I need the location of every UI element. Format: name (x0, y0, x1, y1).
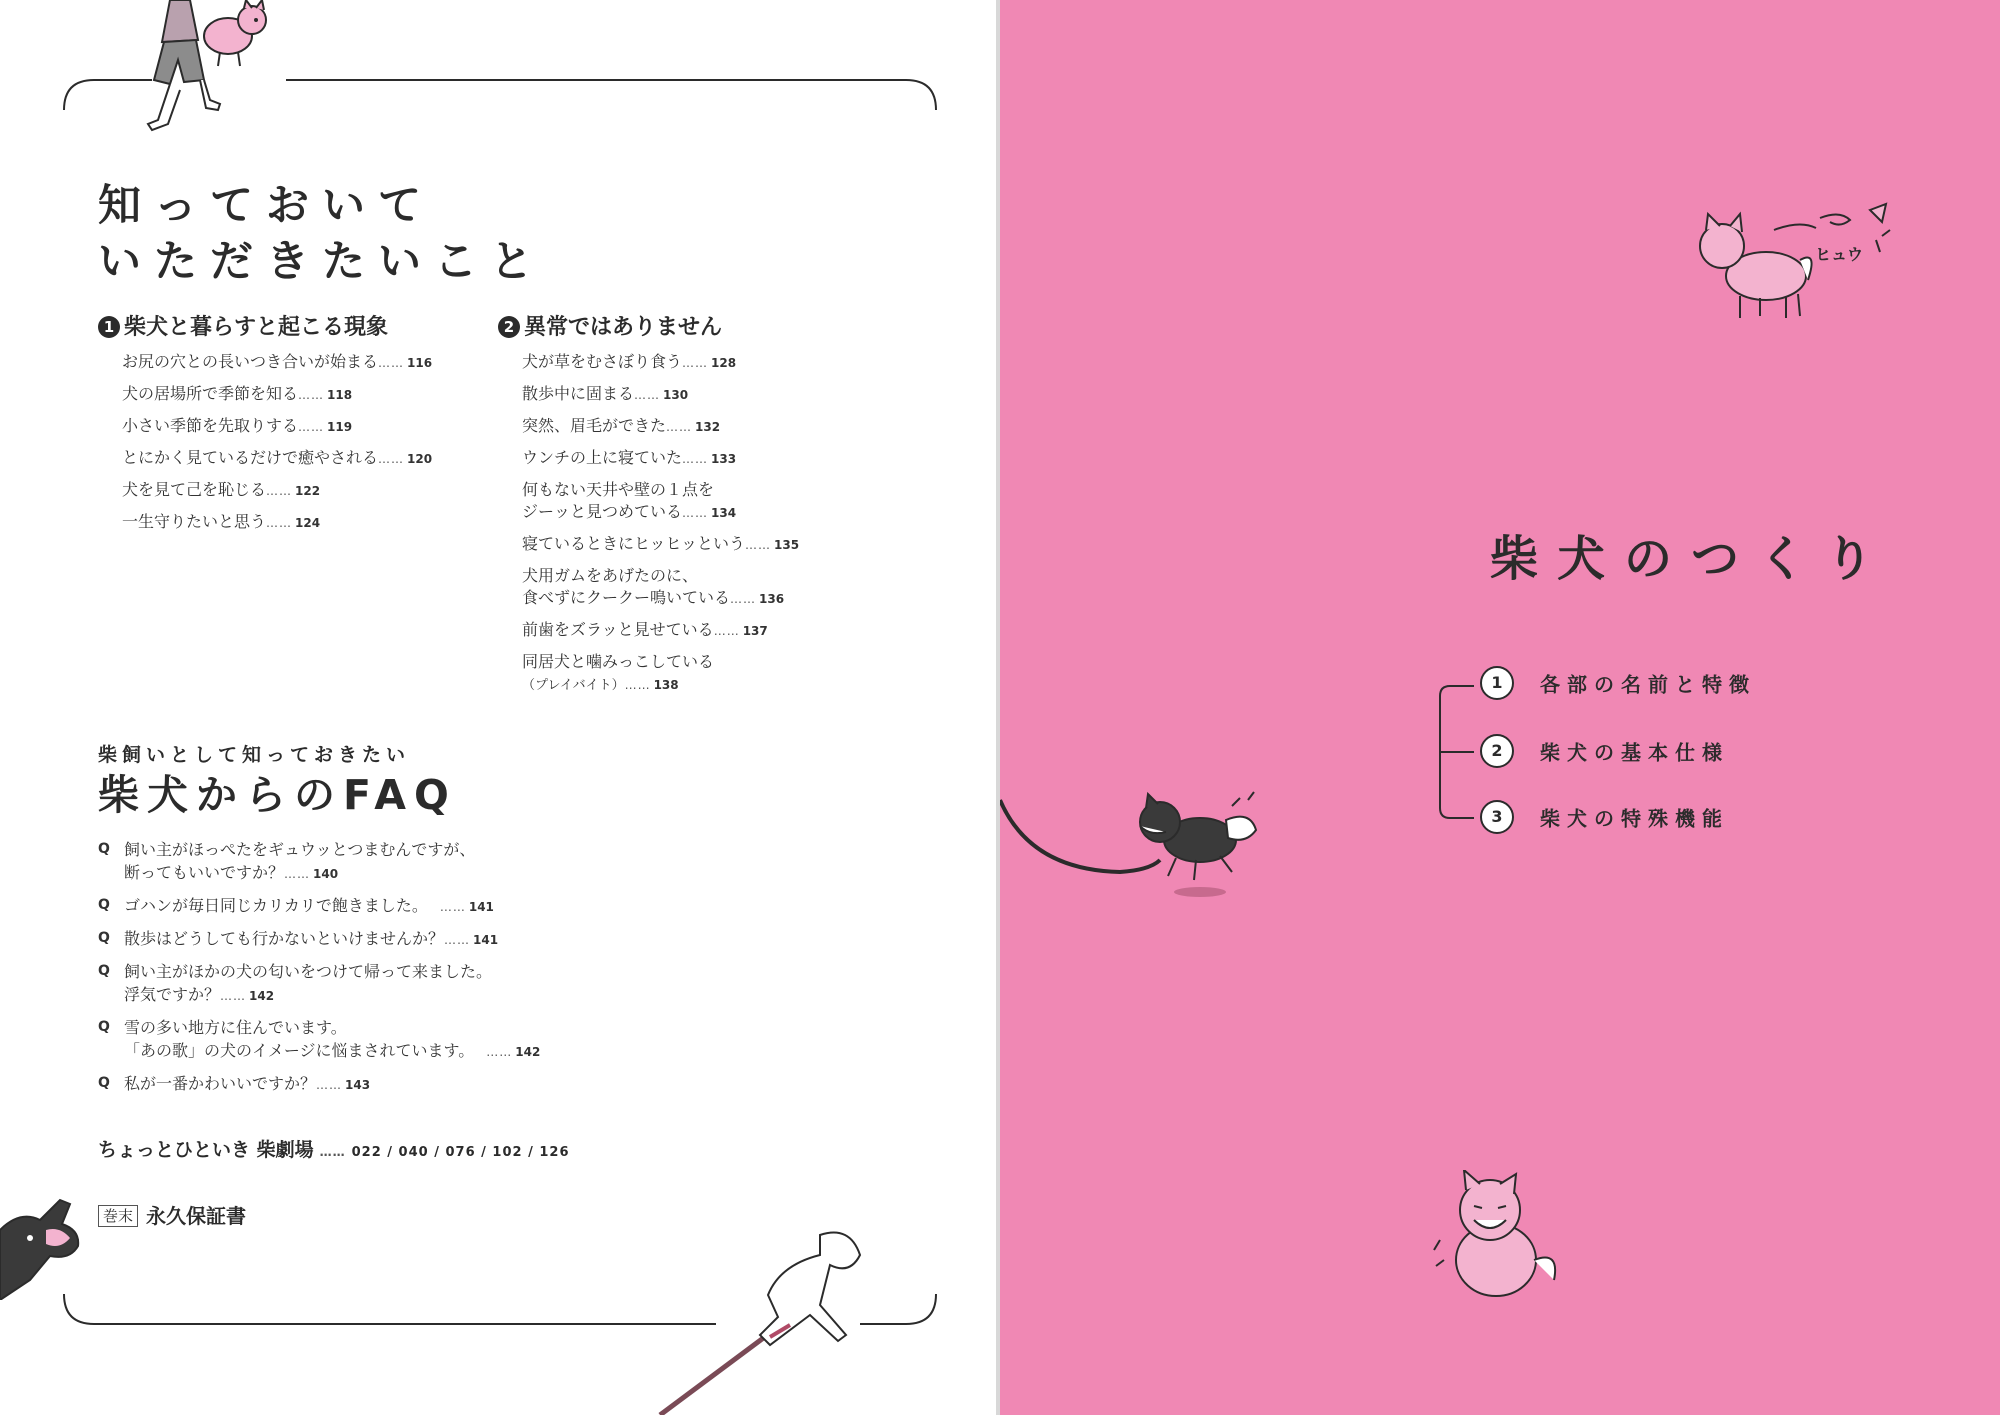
toc-item-text-line-2: （プレイバイト） (522, 678, 625, 693)
q-mark: Q (98, 963, 110, 979)
page-number: 137 (742, 624, 768, 638)
section-1-title: 柴犬と暮らすと起こる現象 (124, 315, 389, 340)
toc-item-text: 犬を見て己を恥じる (122, 480, 267, 499)
white-dog-on-leash-illustration (650, 1225, 890, 1415)
chapter-number-1: 1 (1480, 666, 1514, 700)
chapter-number-3: 3 (1480, 800, 1514, 834)
leader-dots: …… (682, 356, 709, 370)
sitting-pink-dog-illustration (1430, 1170, 1570, 1300)
page-number: 143 (345, 1078, 371, 1092)
faq-text-line-2: 断ってもいいですか？ (124, 863, 285, 882)
page-number: 136 (759, 592, 785, 606)
toc-item-text: お尻の穴との長いつき合いが始まる (122, 352, 379, 371)
faq-text-line-2: 「あの歌」の犬のイメージに悩まされています。 (124, 1041, 475, 1060)
page-number: 142 (515, 1045, 541, 1059)
leader-dots: …… (266, 516, 293, 530)
toc-item[interactable] (122, 351, 432, 374)
toc-item[interactable] (122, 479, 432, 502)
toc-item[interactable] (522, 651, 799, 697)
faq-subtitle: 柴飼いとして知っておきたい (98, 744, 411, 766)
leader-dots: …… (319, 1145, 346, 1159)
leader-dots: …… (266, 484, 293, 498)
q-mark: Q (98, 1019, 110, 1035)
toc-item-text: とにかく見ているだけで癒やされる (122, 448, 379, 467)
title-line-1: 知っておいて (98, 181, 434, 231)
toc-item-text: 犬の居場所で季節を知る (122, 384, 299, 403)
page-number: 122 (295, 484, 321, 498)
theater-label: ちょっとひといき 柴劇場 (98, 1139, 314, 1161)
toc-item[interactable] (522, 619, 799, 642)
page-number: 120 (407, 452, 433, 466)
leader-dots: …… (486, 1045, 513, 1059)
leader-dots: …… (284, 867, 311, 881)
page-number: 140 (313, 867, 339, 881)
leader-dots: …… (730, 592, 757, 606)
page-number: 124 (295, 516, 321, 530)
chapter-title: 柴犬のつくり (1490, 531, 1893, 587)
faq-item[interactable] (98, 1072, 540, 1097)
toc-item[interactable] (122, 511, 432, 534)
toc-item-text: 散歩中に固まる (522, 384, 635, 403)
toc-item-text: 小さい季節を先取りする (122, 416, 299, 435)
pink-dog-wind-illustration (1690, 200, 1900, 330)
faq-list (98, 838, 540, 1105)
faq-text-line-2: 浮気ですか？ (124, 985, 221, 1004)
title-line-2: いただきたいこと (98, 237, 546, 287)
page-number: 130 (663, 388, 689, 402)
q-mark: Q (98, 897, 110, 913)
leader-dots: …… (444, 933, 471, 947)
person-walking-with-dog-illustration (140, 0, 280, 135)
toc-item-text: 犬が草をむさぼり食う (522, 352, 683, 371)
toc-item-text-line-2: ジーッと見つめている (522, 502, 683, 521)
toc-item[interactable] (522, 415, 799, 438)
toc-item[interactable] (122, 383, 432, 406)
faq-text: 雪の多い地方に住んでいます。 (124, 1018, 347, 1037)
toc-item[interactable] (522, 479, 799, 524)
chapter-item-2[interactable] (1480, 734, 1729, 768)
toc-item-text: ウンチの上に寝ていた (522, 448, 683, 467)
section-1-heading (98, 310, 388, 341)
q-mark: Q (98, 1075, 110, 1091)
leader-dots: …… (316, 1078, 343, 1092)
faq-item[interactable] (98, 927, 540, 952)
chapter-number-2: 2 (1480, 734, 1514, 768)
right-page (1000, 0, 2000, 1415)
leader-dots: …… (666, 420, 693, 434)
leader-dots: …… (439, 900, 466, 914)
black-dog-peeking-illustration (0, 1190, 90, 1300)
appendix-tag: 巻末 (98, 1205, 138, 1227)
guarantee-entry[interactable] (98, 1200, 246, 1229)
toc-item[interactable] (122, 415, 432, 438)
guarantee-label: 永久保証書 (146, 1204, 247, 1228)
toc-item-text: 寝ているときにヒッヒッという (522, 534, 746, 553)
toc-item[interactable] (522, 351, 799, 374)
chapter-label-3: 柴犬の特殊機能 (1540, 806, 1729, 831)
sound-effect-text: ヒュウ (1815, 245, 1864, 264)
toc-item[interactable] (522, 533, 799, 556)
section-2-number: 2 (498, 316, 520, 338)
section-1-number: 1 (98, 316, 120, 338)
toc-item-text: 犬用ガムをあげたのに、 (522, 566, 699, 585)
toc-item[interactable] (522, 383, 799, 406)
page-number: 135 (774, 538, 800, 552)
toc-item[interactable] (522, 565, 799, 610)
toc-item-text: 何もない天井や壁の１点を (522, 480, 715, 499)
page-number: 138 (653, 678, 679, 692)
section-2-list (522, 351, 799, 706)
leader-dots: …… (745, 538, 772, 552)
faq-text: ゴハンが毎日同じカリカリで飽きました。 (124, 896, 428, 915)
toc-item-text: 前歯をズラッと見せている (522, 620, 714, 639)
page-number: 133 (711, 452, 737, 466)
section-2-title: 異常ではありません (524, 315, 723, 340)
leader-dots: …… (378, 356, 405, 370)
faq-item[interactable] (98, 894, 540, 919)
q-mark: Q (98, 841, 110, 857)
left-page (0, 0, 996, 1415)
leader-dots: …… (682, 452, 709, 466)
faq-item[interactable] (98, 838, 540, 886)
page-title (98, 178, 546, 290)
leader-dots: …… (682, 506, 709, 520)
chapter-list-bracket (1436, 680, 1476, 824)
page-number: 134 (711, 506, 737, 520)
page-number: 119 (327, 420, 353, 434)
faq-text: 散歩はどうしても行かないといけませんか？ (124, 929, 445, 948)
q-mark: Q (98, 930, 110, 946)
leader-dots: …… (634, 388, 661, 402)
faq-text: 飼い主がほかの犬の匂いをつけて帰って来ました。 (124, 962, 493, 981)
leader-dots: …… (624, 678, 651, 692)
theater-pages: 022 / 040 / 076 / 102 / 126 (351, 1145, 570, 1160)
faq-item[interactable] (98, 1016, 540, 1064)
chapter-item-1[interactable] (1480, 666, 1756, 700)
faq-text: 私が一番かわいいですか？ (124, 1074, 317, 1093)
faq-item[interactable] (98, 960, 540, 1008)
page-number: 128 (711, 356, 737, 370)
toc-item-text: 突然、眉毛ができた (522, 416, 667, 435)
page-number: 118 (327, 388, 353, 402)
chapter-item-3[interactable] (1480, 800, 1729, 834)
page-number: 116 (407, 356, 433, 370)
faq-text: 飼い主がほっぺたをギュウッとつまむんですが、 (124, 840, 476, 859)
section-2-heading (498, 310, 722, 341)
page-number: 141 (468, 900, 494, 914)
chapter-label-1: 各部の名前と特徴 (1540, 672, 1756, 697)
theater-entry[interactable] (98, 1135, 570, 1162)
leader-dots: …… (220, 989, 247, 1003)
page-number: 142 (249, 989, 275, 1003)
toc-item[interactable] (522, 447, 799, 470)
black-dog-on-leash-illustration (1000, 780, 1280, 910)
toc-item-text-line-2: 食べずにクークー鳴いている (522, 588, 731, 607)
leader-dots: …… (298, 388, 325, 402)
leader-dots: …… (713, 624, 740, 638)
leader-dots: …… (378, 452, 405, 466)
leader-dots: …… (298, 420, 325, 434)
toc-item-text: 同居犬と噛みっこしている (522, 652, 715, 671)
chapter-label-2: 柴犬の基本仕様 (1540, 740, 1729, 765)
section-1-list (122, 351, 432, 543)
toc-item[interactable] (122, 447, 432, 470)
page-number: 141 (473, 933, 499, 947)
page-number: 132 (695, 420, 721, 434)
toc-item-text: 一生守りたいと思う (122, 512, 267, 531)
faq-title: 柴犬からのFAQ (98, 771, 457, 819)
